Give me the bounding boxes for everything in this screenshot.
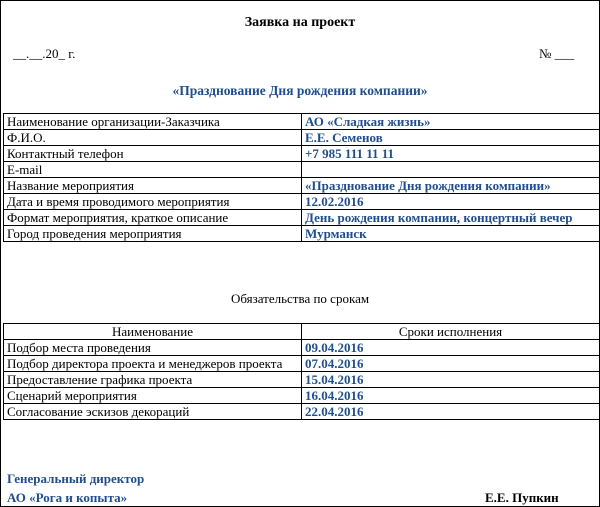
- table-row: [4, 372, 600, 388]
- column-header: Наименование: [4, 324, 302, 340]
- table-row: [4, 146, 600, 162]
- project-name: «Празднование Дня рождения компании»: [172, 83, 428, 98]
- table-row: [4, 130, 600, 146]
- task-date: 15.04.2016: [302, 372, 600, 388]
- row-value: «Празднование Дня рождения компании»: [302, 178, 600, 194]
- row-value: Е.Е. Семенов: [302, 130, 600, 146]
- task-name: Подбор места проведения: [4, 340, 302, 356]
- row-value: +7 985 111 11 11: [302, 146, 600, 162]
- signature-title: Генеральный директор: [7, 471, 145, 486]
- signature-name: Е.Е. Пупкин: [485, 490, 559, 505]
- task-name: Предоставление графика проекта: [4, 372, 302, 388]
- table-header-row: [4, 324, 600, 340]
- table-row: [4, 194, 600, 210]
- info-table: [3, 113, 600, 242]
- table-row: [4, 178, 600, 194]
- row-label: E-mail: [4, 162, 302, 178]
- number-line: № ___: [539, 46, 575, 61]
- row-value: АО «Сладкая жизнь»: [302, 114, 600, 130]
- table-row: [4, 356, 600, 372]
- row-label: Формат мероприятия, краткое описание: [4, 210, 302, 226]
- deadline-table: [3, 323, 600, 420]
- row-label: Ф.И.О.: [4, 130, 302, 146]
- row-value: День рождения компании, концертный вечер: [302, 210, 600, 226]
- task-name: Сценарий мероприятия: [4, 388, 302, 404]
- table-row: [4, 114, 600, 130]
- task-date: 22.04.2016: [302, 404, 600, 420]
- signature-organization: АО «Рога и копыта»: [7, 490, 128, 505]
- task-date: 07.04.2016: [302, 356, 600, 372]
- task-date: 09.04.2016: [302, 340, 600, 356]
- column-header: Сроки исполнения: [302, 324, 600, 340]
- row-value: 12.02.2016: [302, 194, 600, 210]
- row-label: Дата и время проводимого мероприятия: [4, 194, 302, 210]
- table-row: [4, 226, 600, 242]
- table-row: [4, 340, 600, 356]
- row-label: Наименование организации-Заказчика: [4, 114, 302, 130]
- row-label: Город проведения мероприятия: [4, 226, 302, 242]
- task-name: Подбор директора проекта и менеджеров проекта: [4, 356, 302, 372]
- task-name: Согласование эскизов декораций: [4, 404, 302, 420]
- row-label: Контактный телефон: [4, 146, 302, 162]
- table-row: [4, 162, 600, 178]
- task-date: 16.04.2016: [302, 388, 600, 404]
- document-title: Заявка на проект: [244, 15, 356, 30]
- row-value: Мурманск: [302, 226, 600, 242]
- table-row: [4, 388, 600, 404]
- table-row: [4, 210, 600, 226]
- row-value: [302, 162, 600, 178]
- section-title: Обязательства по срокам: [230, 291, 370, 306]
- table-row: [4, 404, 600, 420]
- row-label: Название мероприятия: [4, 178, 302, 194]
- date-line: __.__.20_ г.: [13, 46, 76, 61]
